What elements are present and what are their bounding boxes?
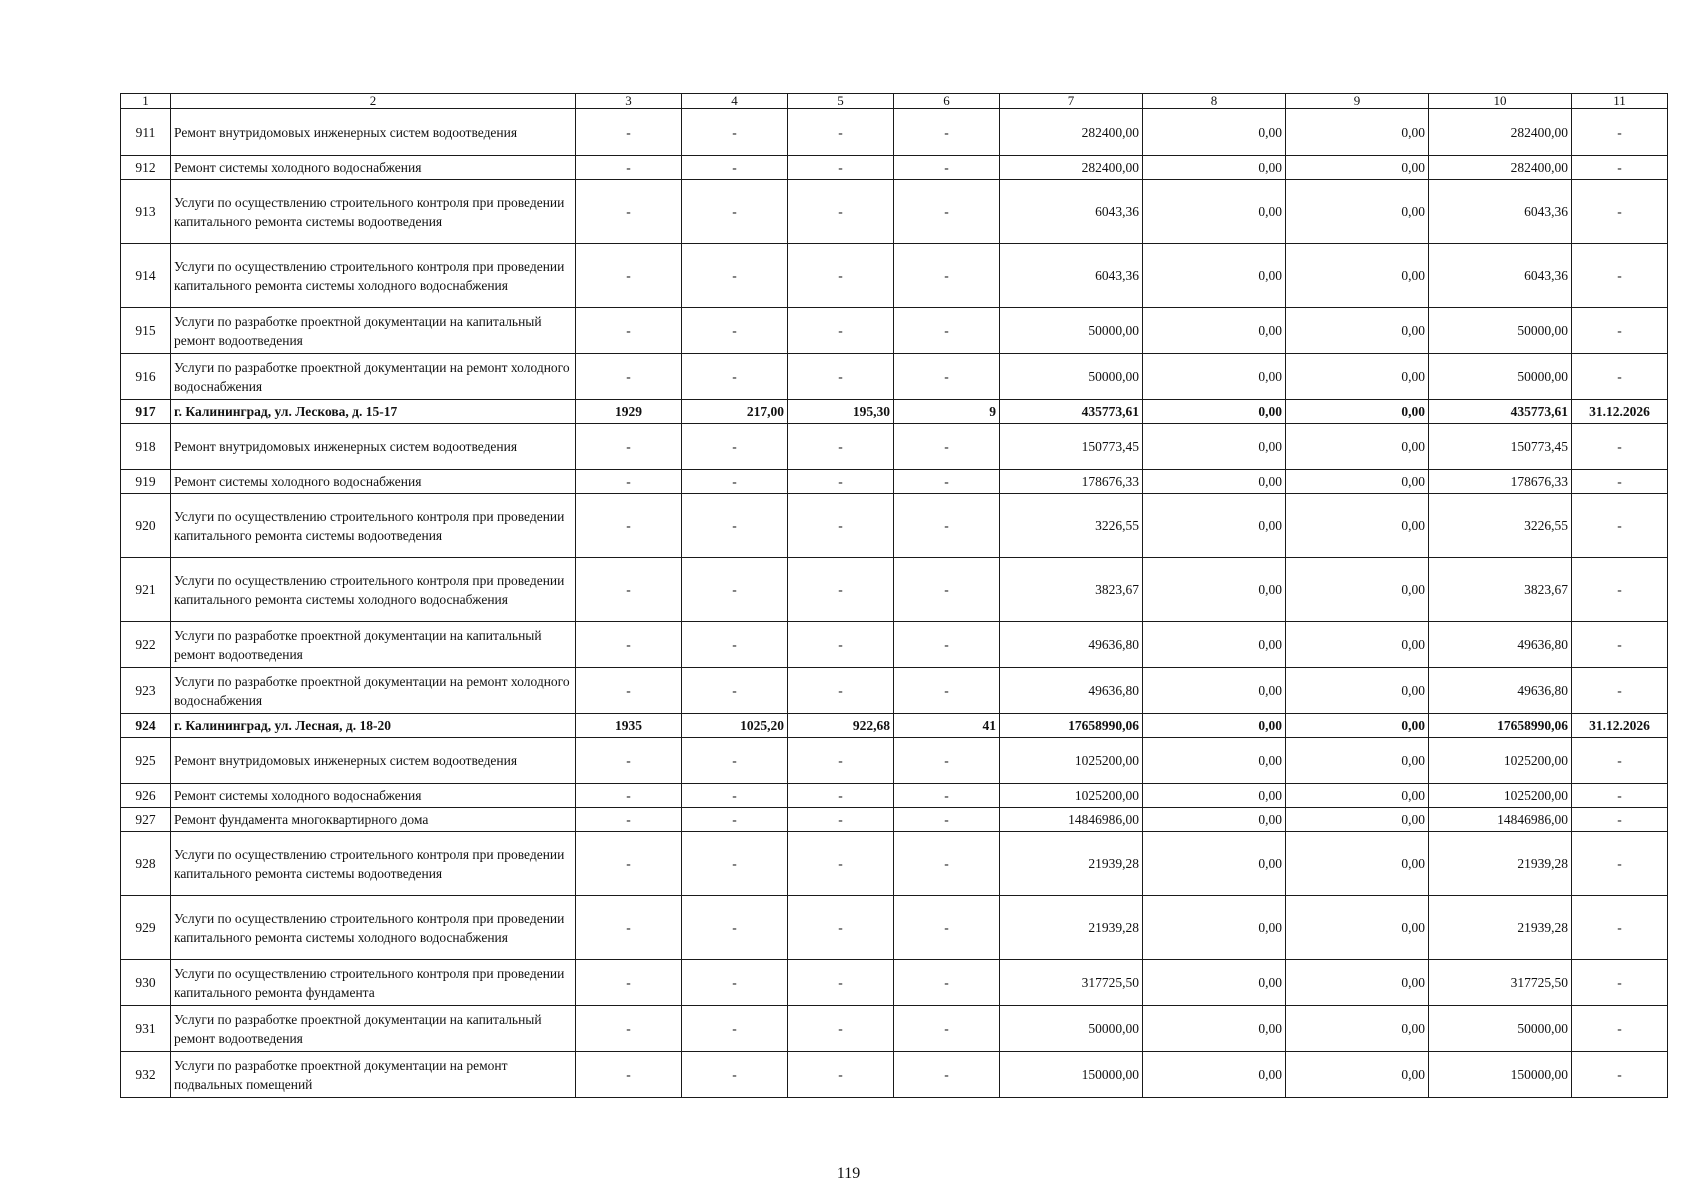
deadline-cell: - <box>1572 424 1668 470</box>
deadline-cell: 31.12.2026 <box>1572 714 1668 738</box>
table-row <box>121 738 1668 784</box>
work-name-cell: Ремонт фундамента многоквартирного дома <box>171 808 576 832</box>
work-name-cell: Услуги по осуществлению строительного контроля при проведении капитального ремонта системы водоотведения <box>171 180 576 244</box>
total-cost-cell: 50000,00 <box>1000 308 1143 354</box>
fund-cell: 0,00 <box>1143 558 1286 622</box>
table-row <box>121 244 1668 308</box>
row-number-cell: 929 <box>121 896 171 960</box>
deadline-cell: - <box>1572 109 1668 156</box>
area-living-cell: - <box>788 180 894 244</box>
owners-cell: 49636,80 <box>1429 622 1572 668</box>
residents-cell: - <box>894 109 1000 156</box>
area-total-cell: - <box>682 1006 788 1052</box>
deadline-cell: 31.12.2026 <box>1572 400 1668 424</box>
area-total-cell: 217,00 <box>682 400 788 424</box>
area-living-cell: - <box>788 354 894 400</box>
year-cell: - <box>576 156 682 180</box>
row-number-cell: 918 <box>121 424 171 470</box>
fund-cell: 0,00 <box>1143 180 1286 244</box>
total-cost-cell: 6043,36 <box>1000 244 1143 308</box>
fund-cell: 0,00 <box>1143 109 1286 156</box>
fund-cell: 0,00 <box>1143 896 1286 960</box>
deadline-cell: - <box>1572 896 1668 960</box>
budget-cell: 0,00 <box>1286 808 1429 832</box>
deadline-cell: - <box>1572 494 1668 558</box>
area-total-cell: - <box>682 244 788 308</box>
area-total-cell: - <box>682 558 788 622</box>
work-name-cell: Услуги по осуществлению строительного контроля при проведении капитального ремонта системы холодного водоснабжения <box>171 896 576 960</box>
area-living-cell: - <box>788 1006 894 1052</box>
deadline-cell: - <box>1572 832 1668 896</box>
budget-cell: 0,00 <box>1286 308 1429 354</box>
row-number-cell: 911 <box>121 109 171 156</box>
area-living-cell: 195,30 <box>788 400 894 424</box>
area-living-cell: - <box>788 494 894 558</box>
owners-cell: 6043,36 <box>1429 180 1572 244</box>
area-total-cell: - <box>682 738 788 784</box>
area-total-cell: - <box>682 308 788 354</box>
year-cell: 1929 <box>576 400 682 424</box>
header-cell: 4 <box>682 94 788 109</box>
year-cell: - <box>576 668 682 714</box>
row-number-cell: 927 <box>121 808 171 832</box>
year-cell: - <box>576 244 682 308</box>
owners-cell: 17658990,06 <box>1429 714 1572 738</box>
area-total-cell: - <box>682 808 788 832</box>
year-cell: - <box>576 180 682 244</box>
deadline-cell: - <box>1572 354 1668 400</box>
budget-cell: 0,00 <box>1286 180 1429 244</box>
year-cell: - <box>576 1052 682 1098</box>
budget-cell: 0,00 <box>1286 354 1429 400</box>
area-living-cell: - <box>788 424 894 470</box>
year-cell: - <box>576 308 682 354</box>
row-number-cell: 926 <box>121 784 171 808</box>
table-row <box>121 896 1668 960</box>
work-name-cell: Услуги по разработке проектной документации на капитальный ремонт водоотведения <box>171 1006 576 1052</box>
table-row <box>121 558 1668 622</box>
row-number-cell: 923 <box>121 668 171 714</box>
header-cell: 2 <box>171 94 576 109</box>
address-row <box>121 400 1668 424</box>
residents-cell: - <box>894 354 1000 400</box>
page-number: 119 <box>836 1165 861 1182</box>
table-row <box>121 668 1668 714</box>
total-cost-cell: 282400,00 <box>1000 109 1143 156</box>
area-living-cell: - <box>788 308 894 354</box>
area-total-cell: - <box>682 1052 788 1098</box>
residents-cell: - <box>894 494 1000 558</box>
header-cell: 6 <box>894 94 1000 109</box>
owners-cell: 50000,00 <box>1429 308 1572 354</box>
budget-cell: 0,00 <box>1286 558 1429 622</box>
deadline-cell: - <box>1572 180 1668 244</box>
row-number-cell: 915 <box>121 308 171 354</box>
residents-cell: - <box>894 622 1000 668</box>
residents-cell: - <box>894 784 1000 808</box>
owners-cell: 178676,33 <box>1429 470 1572 494</box>
row-number-cell: 916 <box>121 354 171 400</box>
deadline-cell: - <box>1572 470 1668 494</box>
residents-cell: - <box>894 156 1000 180</box>
table-row <box>121 308 1668 354</box>
fund-cell: 0,00 <box>1143 832 1286 896</box>
row-number-cell: 931 <box>121 1006 171 1052</box>
table-row <box>121 622 1668 668</box>
residents-cell: - <box>894 832 1000 896</box>
fund-cell: 0,00 <box>1143 622 1286 668</box>
year-cell: - <box>576 622 682 668</box>
budget-cell: 0,00 <box>1286 714 1429 738</box>
row-number-cell: 917 <box>121 400 171 424</box>
owners-cell: 282400,00 <box>1429 109 1572 156</box>
year-cell: - <box>576 1006 682 1052</box>
year-cell: - <box>576 896 682 960</box>
deadline-cell: - <box>1572 558 1668 622</box>
area-total-cell: - <box>682 960 788 1006</box>
total-cost-cell: 50000,00 <box>1000 354 1143 400</box>
budget-cell: 0,00 <box>1286 109 1429 156</box>
residents-cell: - <box>894 738 1000 784</box>
total-cost-cell: 178676,33 <box>1000 470 1143 494</box>
fund-cell: 0,00 <box>1143 668 1286 714</box>
table-row <box>121 1052 1668 1098</box>
area-living-cell: - <box>788 960 894 1006</box>
owners-cell: 150000,00 <box>1429 1052 1572 1098</box>
total-cost-cell: 14846986,00 <box>1000 808 1143 832</box>
residents-cell: - <box>894 668 1000 714</box>
owners-cell: 1025200,00 <box>1429 784 1572 808</box>
year-cell: - <box>576 960 682 1006</box>
fund-cell: 0,00 <box>1143 738 1286 784</box>
header-cell: 7 <box>1000 94 1143 109</box>
work-name-cell: Услуги по осуществлению строительного контроля при проведении капитального ремонта системы водоотведения <box>171 494 576 558</box>
year-cell: - <box>576 109 682 156</box>
row-number-cell: 932 <box>121 1052 171 1098</box>
fund-cell: 0,00 <box>1143 354 1286 400</box>
year-cell: 1935 <box>576 714 682 738</box>
deadline-cell: - <box>1572 244 1668 308</box>
owners-cell: 282400,00 <box>1429 156 1572 180</box>
area-living-cell: - <box>788 244 894 308</box>
table-row <box>121 832 1668 896</box>
owners-cell: 21939,28 <box>1429 896 1572 960</box>
residents-cell: - <box>894 424 1000 470</box>
table-row <box>121 494 1668 558</box>
row-number-cell: 921 <box>121 558 171 622</box>
budget-cell: 0,00 <box>1286 832 1429 896</box>
area-total-cell: - <box>682 784 788 808</box>
fund-cell: 0,00 <box>1143 470 1286 494</box>
table-row <box>121 1006 1668 1052</box>
fund-cell: 0,00 <box>1143 424 1286 470</box>
row-number-cell: 914 <box>121 244 171 308</box>
area-living-cell: - <box>788 896 894 960</box>
owners-cell: 50000,00 <box>1429 354 1572 400</box>
area-living-cell: - <box>788 668 894 714</box>
total-cost-cell: 150773,45 <box>1000 424 1143 470</box>
year-cell: - <box>576 784 682 808</box>
table-row <box>121 156 1668 180</box>
deadline-cell: - <box>1572 1052 1668 1098</box>
table-row <box>121 354 1668 400</box>
header-cell: 8 <box>1143 94 1286 109</box>
budget-cell: 0,00 <box>1286 960 1429 1006</box>
table-row <box>121 808 1668 832</box>
work-name-cell: Ремонт системы холодного водоснабжения <box>171 784 576 808</box>
total-cost-cell: 282400,00 <box>1000 156 1143 180</box>
fund-cell: 0,00 <box>1143 244 1286 308</box>
work-name-cell: г. Калининград, ул. Лесная, д. 18-20 <box>171 714 576 738</box>
deadline-cell: - <box>1572 156 1668 180</box>
header-cell: 3 <box>576 94 682 109</box>
residents-cell: - <box>894 808 1000 832</box>
area-total-cell: - <box>682 668 788 714</box>
owners-cell: 3226,55 <box>1429 494 1572 558</box>
year-cell: - <box>576 354 682 400</box>
fund-cell: 0,00 <box>1143 494 1286 558</box>
budget-cell: 0,00 <box>1286 896 1429 960</box>
budget-cell: 0,00 <box>1286 424 1429 470</box>
residents-cell: - <box>894 960 1000 1006</box>
total-cost-cell: 435773,61 <box>1000 400 1143 424</box>
fund-cell: 0,00 <box>1143 714 1286 738</box>
deadline-cell: - <box>1572 622 1668 668</box>
row-number-cell: 925 <box>121 738 171 784</box>
total-cost-cell: 50000,00 <box>1000 1006 1143 1052</box>
budget-cell: 0,00 <box>1286 244 1429 308</box>
owners-cell: 150773,45 <box>1429 424 1572 470</box>
header-cell: 11 <box>1572 94 1668 109</box>
owners-cell: 1025200,00 <box>1429 738 1572 784</box>
residents-cell: - <box>894 244 1000 308</box>
area-living-cell: 922,68 <box>788 714 894 738</box>
budget-cell: 0,00 <box>1286 400 1429 424</box>
budget-cell: 0,00 <box>1286 1052 1429 1098</box>
owners-cell: 14846986,00 <box>1429 808 1572 832</box>
deadline-cell: - <box>1572 960 1668 1006</box>
row-number-cell: 924 <box>121 714 171 738</box>
year-cell: - <box>576 558 682 622</box>
area-living-cell: - <box>788 738 894 784</box>
work-name-cell: Услуги по разработке проектной документации на капитальный ремонт водоотведения <box>171 622 576 668</box>
address-row <box>121 714 1668 738</box>
work-name-cell: Ремонт системы холодного водоснабжения <box>171 470 576 494</box>
deadline-cell: - <box>1572 784 1668 808</box>
residents-cell: - <box>894 1006 1000 1052</box>
table-row <box>121 109 1668 156</box>
residents-cell: - <box>894 470 1000 494</box>
fund-cell: 0,00 <box>1143 960 1286 1006</box>
residents-cell: 41 <box>894 714 1000 738</box>
work-name-cell: Услуги по разработке проектной документации на ремонт подвальных помещений <box>171 1052 576 1098</box>
fund-cell: 0,00 <box>1143 400 1286 424</box>
header-cell: 1 <box>121 94 171 109</box>
work-name-cell: Ремонт внутридомовых инженерных систем водоотведения <box>171 109 576 156</box>
area-total-cell: - <box>682 896 788 960</box>
area-total-cell: - <box>682 180 788 244</box>
area-living-cell: - <box>788 558 894 622</box>
owners-cell: 3823,67 <box>1429 558 1572 622</box>
work-name-cell: Ремонт системы холодного водоснабжения <box>171 156 576 180</box>
total-cost-cell: 49636,80 <box>1000 622 1143 668</box>
table-row <box>121 960 1668 1006</box>
capital-repair-table <box>120 93 1668 1098</box>
work-name-cell: Услуги по осуществлению строительного контроля при проведении капитального ремонта системы холодного водоснабжения <box>171 558 576 622</box>
table-row <box>121 470 1668 494</box>
total-cost-cell: 1025200,00 <box>1000 784 1143 808</box>
area-living-cell: - <box>788 109 894 156</box>
budget-cell: 0,00 <box>1286 784 1429 808</box>
total-cost-cell: 49636,80 <box>1000 668 1143 714</box>
area-living-cell: - <box>788 832 894 896</box>
header-cell: 5 <box>788 94 894 109</box>
area-total-cell: - <box>682 622 788 668</box>
area-living-cell: - <box>788 808 894 832</box>
year-cell: - <box>576 424 682 470</box>
row-number-cell: 922 <box>121 622 171 668</box>
total-cost-cell: 317725,50 <box>1000 960 1143 1006</box>
total-cost-cell: 21939,28 <box>1000 896 1143 960</box>
total-cost-cell: 1025200,00 <box>1000 738 1143 784</box>
work-name-cell: Услуги по разработке проектной документации на ремонт холодного водоснабжения <box>171 668 576 714</box>
work-name-cell: Ремонт внутридомовых инженерных систем водоотведения <box>171 738 576 784</box>
row-number-cell: 928 <box>121 832 171 896</box>
work-name-cell: г. Калининград, ул. Лескова, д. 15-17 <box>171 400 576 424</box>
budget-cell: 0,00 <box>1286 156 1429 180</box>
area-living-cell: - <box>788 470 894 494</box>
deadline-cell: - <box>1572 1006 1668 1052</box>
residents-cell: - <box>894 896 1000 960</box>
work-name-cell: Ремонт внутридомовых инженерных систем водоотведения <box>171 424 576 470</box>
row-number-cell: 912 <box>121 156 171 180</box>
total-cost-cell: 3823,67 <box>1000 558 1143 622</box>
budget-cell: 0,00 <box>1286 1006 1429 1052</box>
year-cell: - <box>576 832 682 896</box>
budget-cell: 0,00 <box>1286 622 1429 668</box>
budget-cell: 0,00 <box>1286 494 1429 558</box>
column-number-header-row <box>121 94 1668 109</box>
area-total-cell: 1025,20 <box>682 714 788 738</box>
area-living-cell: - <box>788 1052 894 1098</box>
fund-cell: 0,00 <box>1143 784 1286 808</box>
owners-cell: 317725,50 <box>1429 960 1572 1006</box>
owners-cell: 435773,61 <box>1429 400 1572 424</box>
residents-cell: - <box>894 180 1000 244</box>
owners-cell: 50000,00 <box>1429 1006 1572 1052</box>
header-cell: 9 <box>1286 94 1429 109</box>
fund-cell: 0,00 <box>1143 308 1286 354</box>
fund-cell: 0,00 <box>1143 1052 1286 1098</box>
deadline-cell: - <box>1572 308 1668 354</box>
year-cell: - <box>576 738 682 784</box>
table-body <box>121 94 1668 1098</box>
table-row <box>121 784 1668 808</box>
budget-cell: 0,00 <box>1286 738 1429 784</box>
area-living-cell: - <box>788 622 894 668</box>
area-total-cell: - <box>682 832 788 896</box>
table-row <box>121 180 1668 244</box>
deadline-cell: - <box>1572 668 1668 714</box>
area-total-cell: - <box>682 494 788 558</box>
row-number-cell: 913 <box>121 180 171 244</box>
area-living-cell: - <box>788 156 894 180</box>
work-name-cell: Услуги по разработке проектной документации на капитальный ремонт водоотведения <box>171 308 576 354</box>
work-name-cell: Услуги по осуществлению строительного контроля при проведении капитального ремонта фундамента <box>171 960 576 1006</box>
area-living-cell: - <box>788 784 894 808</box>
total-cost-cell: 21939,28 <box>1000 832 1143 896</box>
budget-cell: 0,00 <box>1286 470 1429 494</box>
residents-cell: - <box>894 1052 1000 1098</box>
total-cost-cell: 17658990,06 <box>1000 714 1143 738</box>
row-number-cell: 920 <box>121 494 171 558</box>
table-row <box>121 424 1668 470</box>
residents-cell: - <box>894 558 1000 622</box>
fund-cell: 0,00 <box>1143 1006 1286 1052</box>
row-number-cell: 930 <box>121 960 171 1006</box>
deadline-cell: - <box>1572 808 1668 832</box>
total-cost-cell: 3226,55 <box>1000 494 1143 558</box>
budget-cell: 0,00 <box>1286 668 1429 714</box>
total-cost-cell: 150000,00 <box>1000 1052 1143 1098</box>
area-total-cell: - <box>682 354 788 400</box>
residents-cell: - <box>894 308 1000 354</box>
area-total-cell: - <box>682 424 788 470</box>
owners-cell: 49636,80 <box>1429 668 1572 714</box>
year-cell: - <box>576 808 682 832</box>
area-total-cell: - <box>682 156 788 180</box>
year-cell: - <box>576 470 682 494</box>
owners-cell: 6043,36 <box>1429 244 1572 308</box>
owners-cell: 21939,28 <box>1429 832 1572 896</box>
total-cost-cell: 6043,36 <box>1000 180 1143 244</box>
residents-cell: 9 <box>894 400 1000 424</box>
deadline-cell: - <box>1572 738 1668 784</box>
fund-cell: 0,00 <box>1143 808 1286 832</box>
work-name-cell: Услуги по осуществлению строительного контроля при проведении капитального ремонта системы холодного водоснабжения <box>171 244 576 308</box>
work-name-cell: Услуги по разработке проектной документации на ремонт холодного водоснабжения <box>171 354 576 400</box>
area-total-cell: - <box>682 109 788 156</box>
year-cell: - <box>576 494 682 558</box>
work-name-cell: Услуги по осуществлению строительного контроля при проведении капитального ремонта системы водоотведения <box>171 832 576 896</box>
area-total-cell: - <box>682 470 788 494</box>
fund-cell: 0,00 <box>1143 156 1286 180</box>
header-cell: 10 <box>1429 94 1572 109</box>
row-number-cell: 919 <box>121 470 171 494</box>
